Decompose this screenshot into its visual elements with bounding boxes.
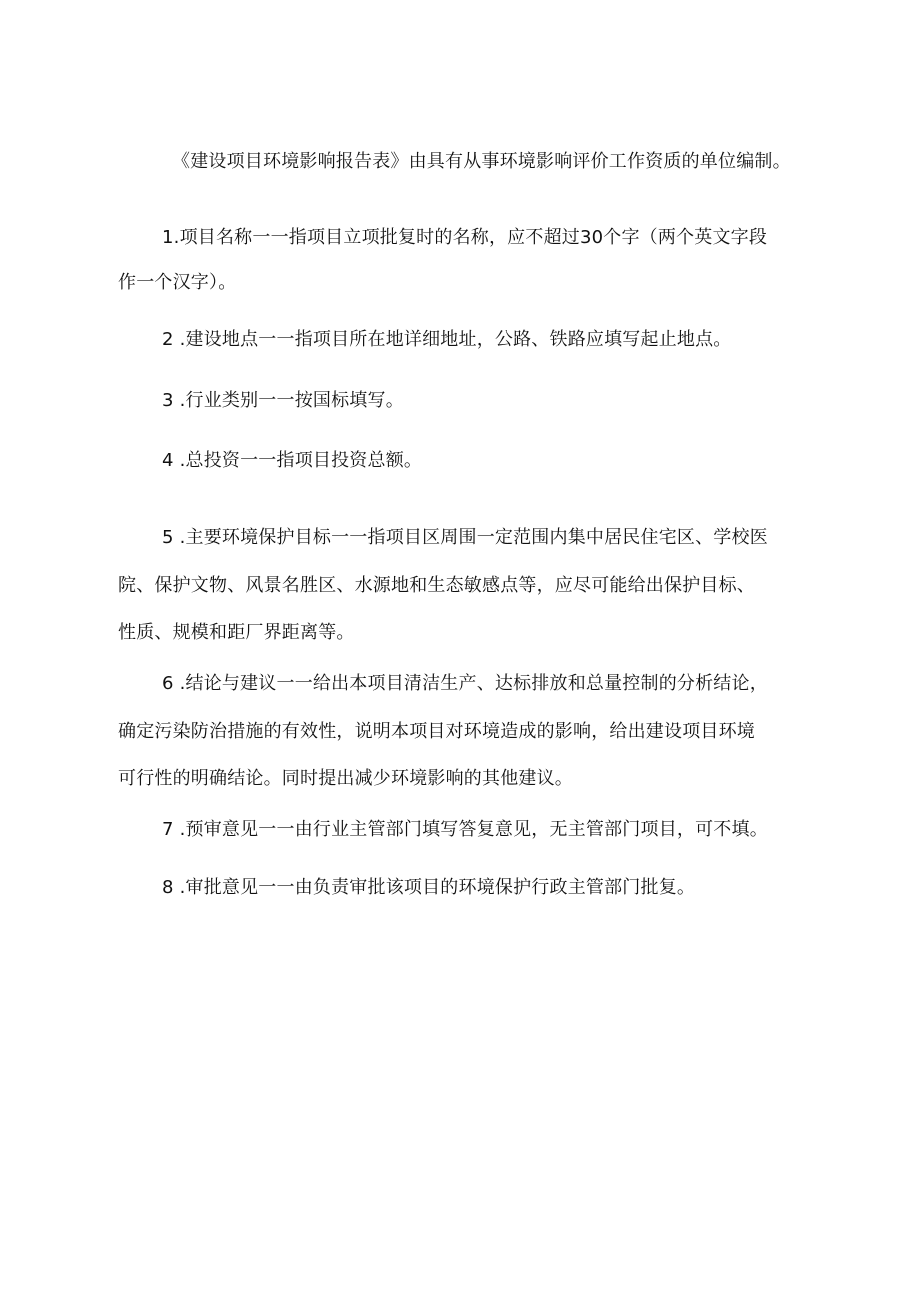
item-1-line-1: 1.项目名称一一指项目立项批复时的名称，应不超过30个字（两个英文字段 (162, 227, 768, 248)
item-8-line-1: 8 .审批意见一一由负责审批该项目的环境保护行政主管部门批复。 (162, 877, 696, 898)
item-7-line-1: 7 .预审意见一一由行业主管部门填写答复意见，无主管部门项目，可不填。 (162, 819, 768, 840)
item-5-line-3: 性质、规模和距厂界距离等。 (118, 622, 355, 643)
item-6-line-2: 确定污染防治措施的有效性，说明本项目对环境造成的影响，给出建设项目环境 (118, 721, 755, 742)
item-2-line-1: 2 .建设地点一一指项目所在地详细地址，公路、铁路应填写起止地点。 (162, 329, 732, 350)
item-6-line-3: 可行性的明确结论。同时提出减少环境影响的其他建议。 (118, 768, 573, 789)
item-5-line-1: 5 .主要环境保护目标一一指项目区周围一定范围内集中居民住宅区、学校医 (162, 527, 768, 548)
item-1-line-2: 作一个汉字）。 (118, 272, 237, 293)
item-3-line-1: 3 .行业类别一一按国标填写。 (162, 390, 404, 411)
intro-paragraph: 《建设项目环境影响报告表》由具有从事环境影响评价工作资质的单位编制。 (172, 151, 791, 172)
item-6-line-1: 6 .结论与建议一一给出本项目清洁生产、达标排放和总量控制的分析结论， (162, 673, 768, 694)
item-4-line-1: 4 .总投资一一指项目投资总额。 (162, 450, 423, 471)
item-5-line-2: 院、保护文物、风景名胜区、水源地和生态敏感点等，应尽可能给出保护目标、 (118, 575, 755, 596)
